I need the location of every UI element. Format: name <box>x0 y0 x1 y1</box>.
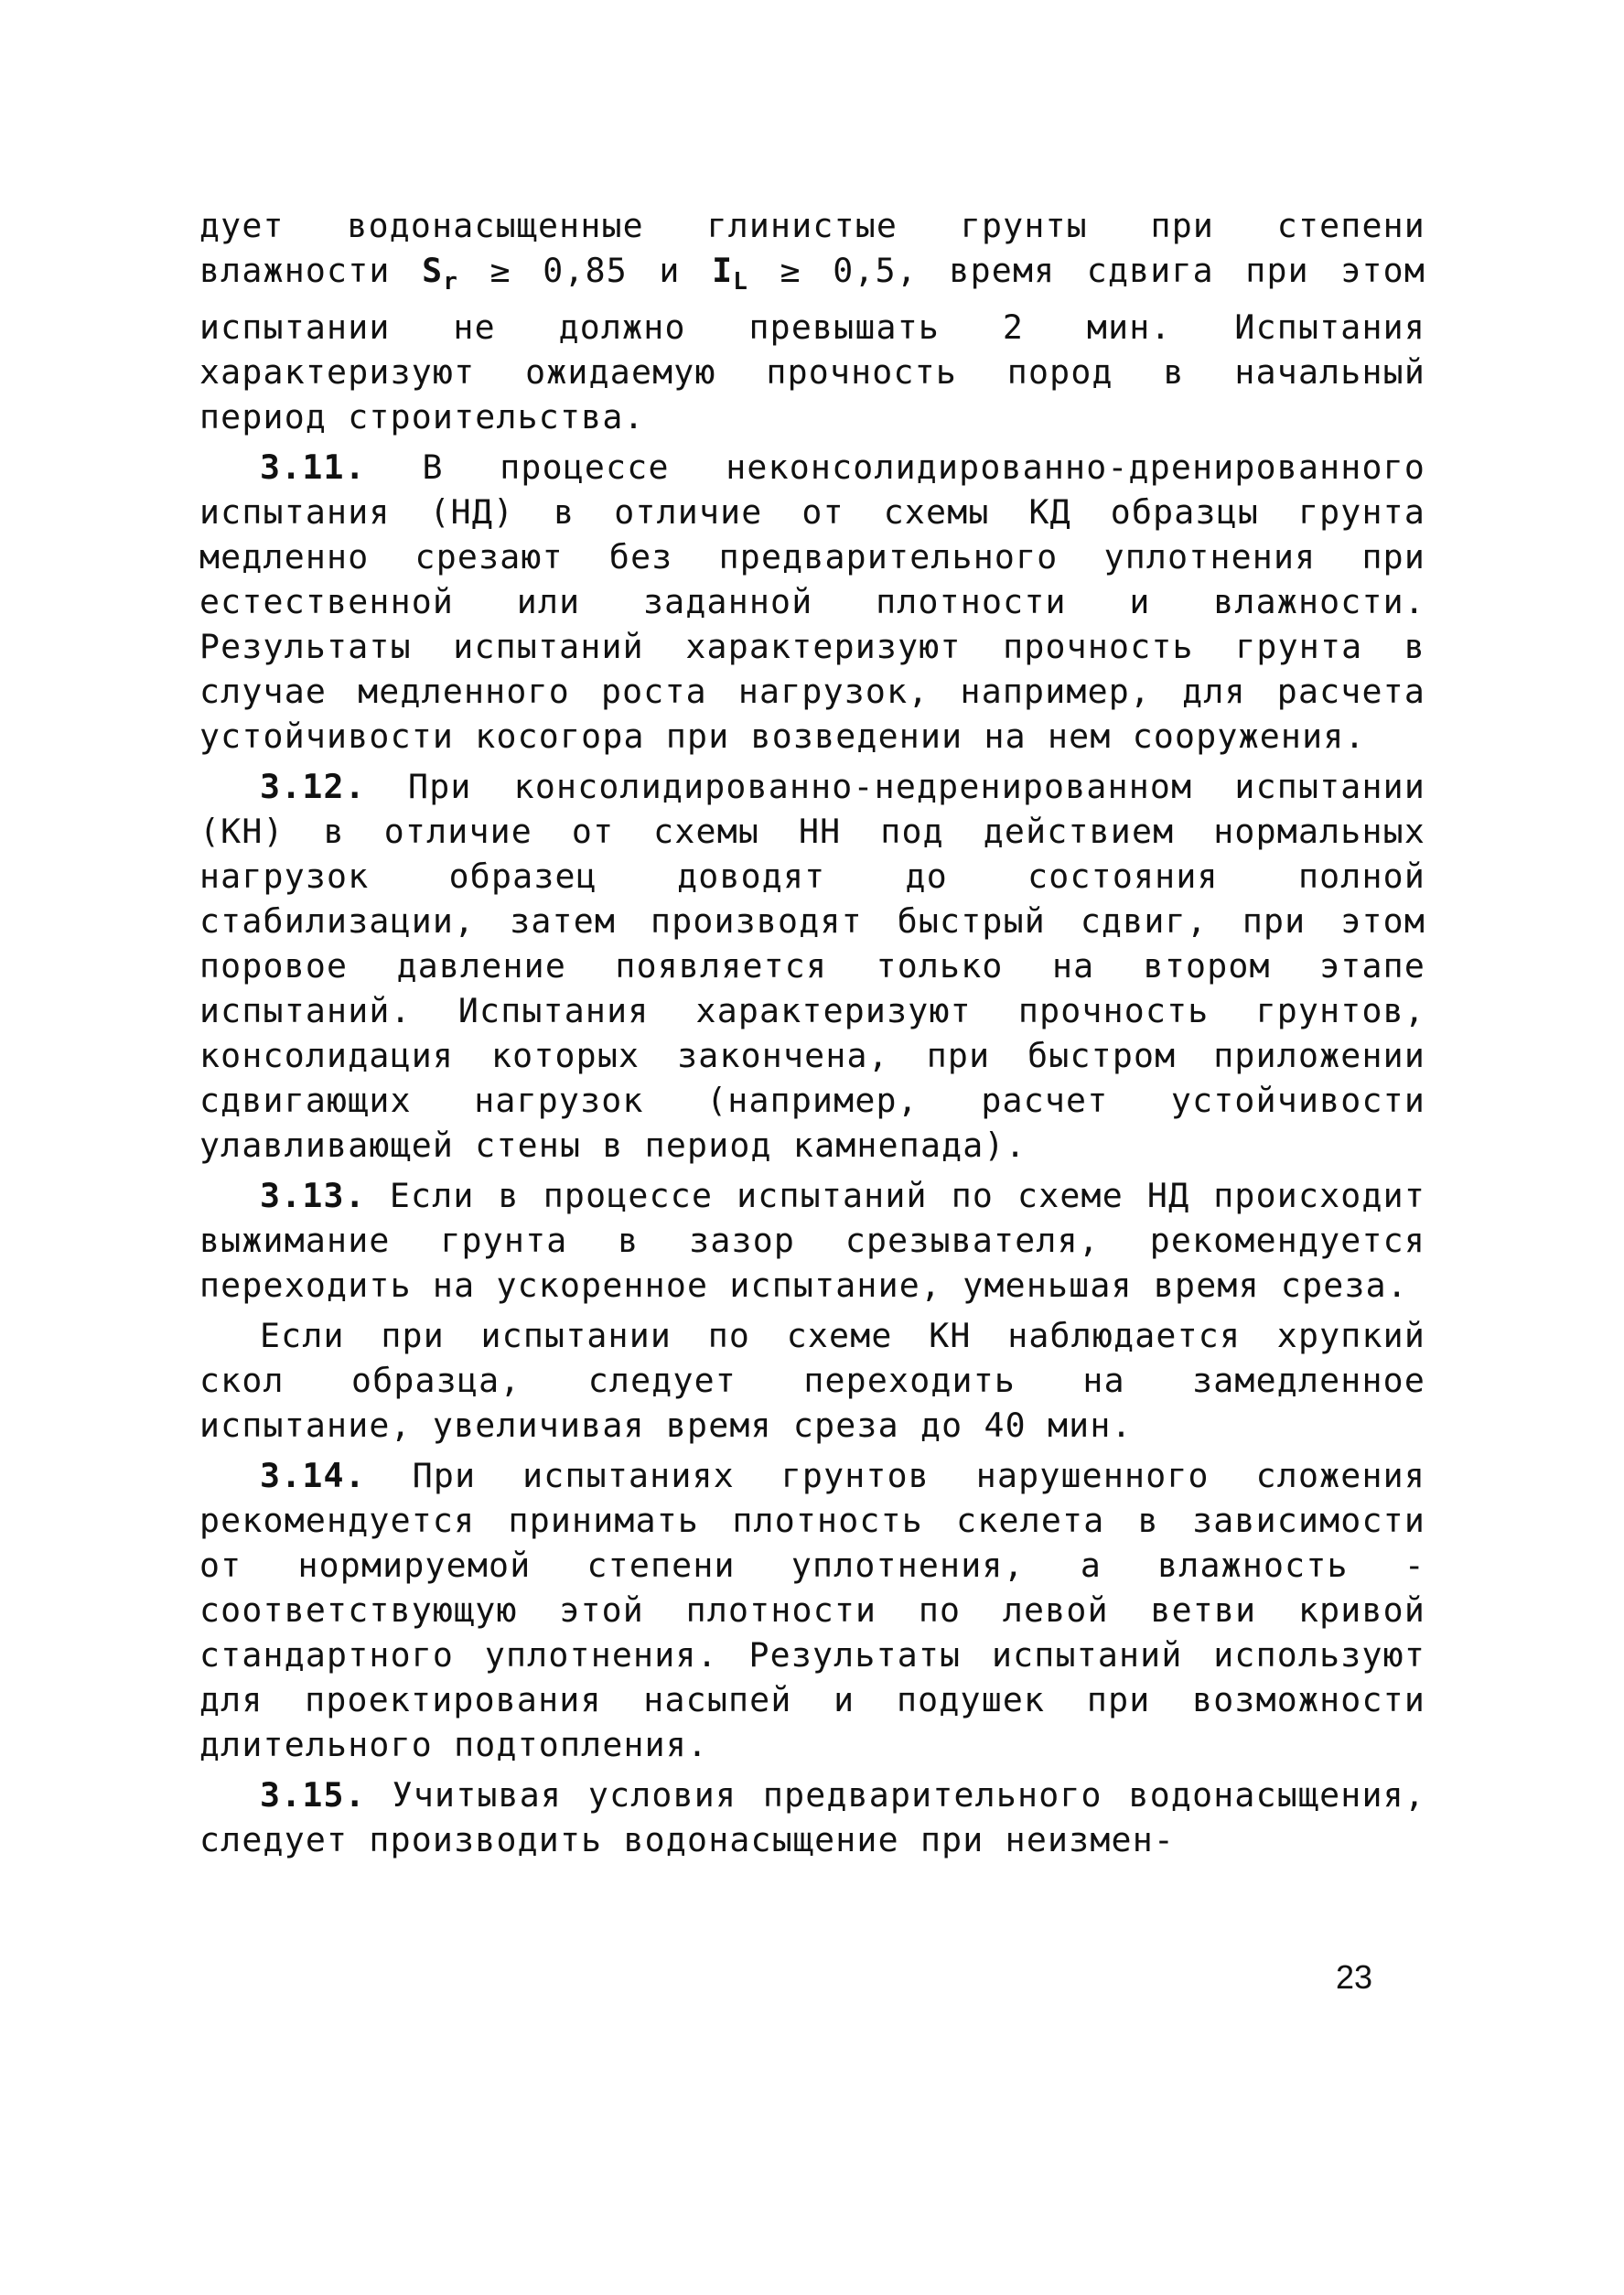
symbol-s: S <box>422 251 444 290</box>
clause-number: 3.11. <box>260 447 366 487</box>
paragraph-3-12 <box>199 764 1425 1168</box>
clause-number: 3.12. <box>260 767 366 806</box>
paragraph-text: При испытаниях грунтов нарушенного сложения рекомендуется принимать плотность скелета в зависимости от нормируемой степени уплотнения, а влажность - соответствующую этой плотности по левой ветви кривой стандартного уплотнения. Результаты испытаний используют для проектирования насыпей и подушек при возможности длительного подтопления. <box>199 1456 1425 1764</box>
paragraph-text: ≥ 0,85 и <box>458 251 713 290</box>
clause-number: 3.15. <box>260 1775 366 1815</box>
paragraph-3-13-note <box>199 1313 1425 1448</box>
clause-number: 3.13. <box>260 1176 366 1215</box>
paragraph-3-15 <box>199 1772 1425 1862</box>
paragraph-text: При консолидированно-недренированном испытании (КН) в отличие от схемы НН под действием нормальных нагрузок образец доводят до состояния полной стабилизации, затем производят быстрый сдвиг, при этом поровое давление появляется только на втором этапе испытаний. Испытания характеризуют прочность грунтов, консолидация которых закончена, при быстром приложении сдвигающих нагрузок (например, расчет устойчивости улавливающей стены в период камнепада). <box>199 767 1425 1165</box>
body-text <box>199 203 1425 1862</box>
paragraph-continuation <box>199 203 1425 439</box>
paragraph-3-13 <box>199 1173 1425 1308</box>
page-number: 23 <box>1336 1958 1373 1996</box>
symbol-i-subscript: L <box>733 268 749 296</box>
paragraph-text: В процессе неконсолидированно-дренированного испытания (НД) в отличие от схемы КД образцы грунта медленно срезают без предварительного уплотнения при естественной или заданной плотности и влажности. Результаты испытаний характеризуют прочность грунта в случае медленного роста нагрузок, например, для расчета устойчивости косогора при возведении на нем сооружения. <box>199 447 1425 756</box>
paragraph-text: Учитывая условия предварительного водонасыщения, следует производить водонасыщение при неизмен- <box>199 1775 1425 1859</box>
paragraph-text: ≥ 0,5, время сдвига при этом испытании не должно превышать 2 мин. Испытания характеризуют ожидаемую прочность пород в начальный период строительства. <box>199 251 1426 436</box>
symbol-s-subscript: r <box>443 268 459 296</box>
paragraph-text: дует водонасыщенные глинистые грунты при степени влажности <box>199 206 1425 290</box>
paragraph-text: Если при испытании по схеме КН наблюдается хрупкий скол образца, следует переходить на замедленное испытание, увеличивая время среза до 40 мин. <box>199 1316 1425 1445</box>
paragraph-text: Если в процессе испытаний по схеме НД происходит выжимание грунта в зазор срезывателя, рекомендуется переходить на ускоренное испытание, уменьшая время среза. <box>199 1176 1425 1305</box>
clause-number: 3.14. <box>260 1456 366 1495</box>
symbol-i: I <box>712 251 734 290</box>
paragraph-3-11 <box>199 445 1425 759</box>
paragraph-3-14 <box>199 1453 1425 1767</box>
